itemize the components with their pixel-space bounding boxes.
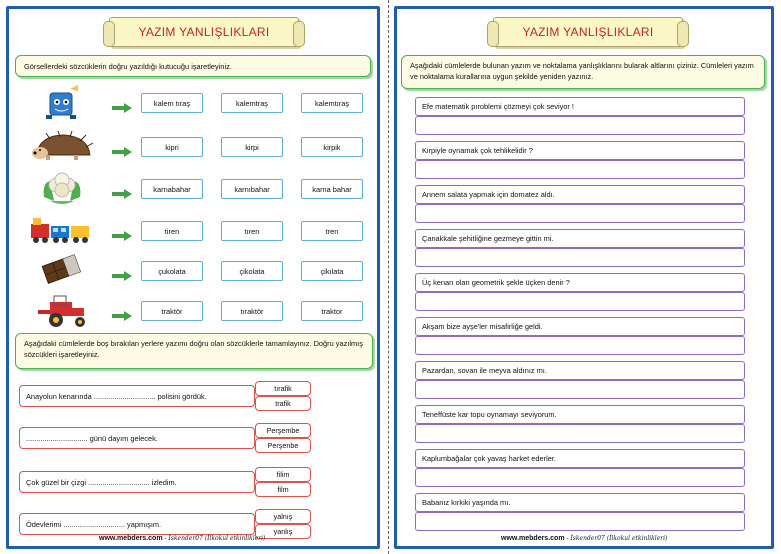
- word-option-box[interactable]: kirpik: [301, 137, 363, 157]
- fill-sentence: Çok güzel bir çizgi .............................. izledim.: [19, 471, 255, 493]
- word-option-box[interactable]: tiren: [141, 221, 203, 241]
- word-option-box[interactable]: kipri: [141, 137, 203, 157]
- footer-signature: - İskender07 (İlkokul etkinlikleri): [566, 535, 668, 542]
- fill-option-box[interactable]: filim: [255, 467, 311, 482]
- word-option-box[interactable]: karna bahar: [301, 179, 363, 199]
- fill-option-box[interactable]: Perşenbe: [255, 438, 311, 453]
- fill-sentence: Ödevlerimi .............................. yapmışım.: [19, 513, 255, 535]
- footer-site[interactable]: www.mebders.com: [99, 535, 163, 542]
- fill-sentence: .............................. günü dayım gelecek.: [19, 427, 255, 449]
- faulty-sentence: Kirpiyle oynamak çok tehlikelidir ?: [415, 141, 745, 160]
- page-title-right: YAZIM YANLIŞLIKLARI: [493, 17, 683, 47]
- instruction-box-1: Görsellerdeki sözcüklerin doğru yazıldığı kutucuğu işaretleyiniz.: [15, 55, 371, 77]
- worksheet-page-right: [394, 6, 774, 549]
- instruction-box-right: Aşağıdaki cümlelerde bulunan yazım ve noktalama yanlışlıklarını bularak altlarını çiziniz. Cümleleri yazım ve noktalama kurallarına uygun şekilde yeniden yazınız.: [401, 55, 765, 89]
- arrow-right-icon: [112, 226, 132, 236]
- fill-option-box[interactable]: yanlış: [255, 524, 311, 539]
- word-option-box[interactable]: karnabahar: [141, 179, 203, 199]
- fill-option-box[interactable]: film: [255, 482, 311, 497]
- arrow-right-icon: [112, 306, 132, 316]
- faulty-sentence: Efe matematik pıroblemi çözmeyi çok seviyor !: [415, 97, 745, 116]
- tractor-icon: [27, 293, 97, 329]
- answer-line[interactable]: [415, 204, 745, 223]
- faulty-sentence: Çanakkale şehitliğine gezmeye gittin mi.: [415, 229, 745, 248]
- faulty-sentence: Akşam bize ayşe'ler misafirliğe geldi.: [415, 317, 745, 336]
- chocolate-icon: [27, 253, 97, 289]
- word-option-box[interactable]: karnıbahar: [221, 179, 283, 199]
- arrow-right-icon: [112, 266, 132, 276]
- answer-line[interactable]: [415, 292, 745, 311]
- word-option-box[interactable]: çikılata: [301, 261, 363, 281]
- page-divider: [388, 0, 389, 554]
- hedgehog-icon: [27, 129, 97, 165]
- faulty-sentence: Teneffüste kar topu oynamayı seviyorum.: [415, 405, 745, 424]
- fill-option-box[interactable]: tırafik: [255, 381, 311, 396]
- answer-line[interactable]: [415, 512, 745, 531]
- faulty-sentence: Annem salata yapmak için domatez aldı.: [415, 185, 745, 204]
- word-option-box[interactable]: çikolata: [221, 261, 283, 281]
- word-option-box[interactable]: traktor: [301, 301, 363, 321]
- page-title-left: YAZIM YANLIŞLIKLARI: [109, 17, 299, 47]
- faulty-sentence: Üç kenarı olan geometrik şekle üçken denir ?: [415, 273, 745, 292]
- word-option-box[interactable]: traktör: [141, 301, 203, 321]
- train-icon: [27, 213, 97, 249]
- fill-option-box[interactable]: Perşembe: [255, 423, 311, 438]
- answer-line[interactable]: [415, 424, 745, 443]
- word-option-box[interactable]: tıraktör: [221, 301, 283, 321]
- footer-signature: - İskender07 (İlkokul etkinlikleri): [164, 535, 266, 542]
- word-option-box[interactable]: kalemtıraş: [301, 93, 363, 113]
- faulty-sentence: Kaplumbağalar çok yavaş harket ederler.: [415, 449, 745, 468]
- word-option-box[interactable]: kalemtraş: [221, 93, 283, 113]
- cauliflower-icon: [27, 171, 97, 207]
- arrow-right-icon: [112, 142, 132, 152]
- answer-line[interactable]: [415, 248, 745, 267]
- fill-sentence: Anayolun kenarında .............................. polisini gördük.: [19, 385, 255, 407]
- word-option-box[interactable]: çukolata: [141, 261, 203, 281]
- word-option-box[interactable]: kalem tıraş: [141, 93, 203, 113]
- faulty-sentence: Pazardan, sovan ile meyva aldınız mı.: [415, 361, 745, 380]
- footer-site[interactable]: www.mebders.com: [501, 535, 565, 542]
- arrow-right-icon: [112, 98, 132, 108]
- worksheet-page-left: [6, 6, 380, 549]
- answer-line[interactable]: [415, 116, 745, 135]
- fill-option-box[interactable]: trafik: [255, 396, 311, 411]
- faulty-sentence: Babanız kırkiki yaşında mı.: [415, 493, 745, 512]
- arrow-right-icon: [112, 184, 132, 194]
- fill-option-box[interactable]: yalnış: [255, 509, 311, 524]
- footer-right: [501, 535, 667, 542]
- pencil-sharpener-icon: [27, 85, 97, 121]
- answer-line[interactable]: [415, 160, 745, 179]
- answer-line[interactable]: [415, 336, 745, 355]
- word-option-box[interactable]: kirpi: [221, 137, 283, 157]
- footer-left: [99, 535, 265, 542]
- word-option-box[interactable]: tıren: [221, 221, 283, 241]
- instruction-box-2: Aşağıdaki cümlelerde boş bırakılan yerlere yazımı doğru olan sözcüklerle tamamlayınız. Doğru yazılmış sözcükleri işaretleyiniz.: [15, 333, 373, 369]
- answer-line[interactable]: [415, 468, 745, 487]
- answer-line[interactable]: [415, 380, 745, 399]
- word-option-box[interactable]: tren: [301, 221, 363, 241]
